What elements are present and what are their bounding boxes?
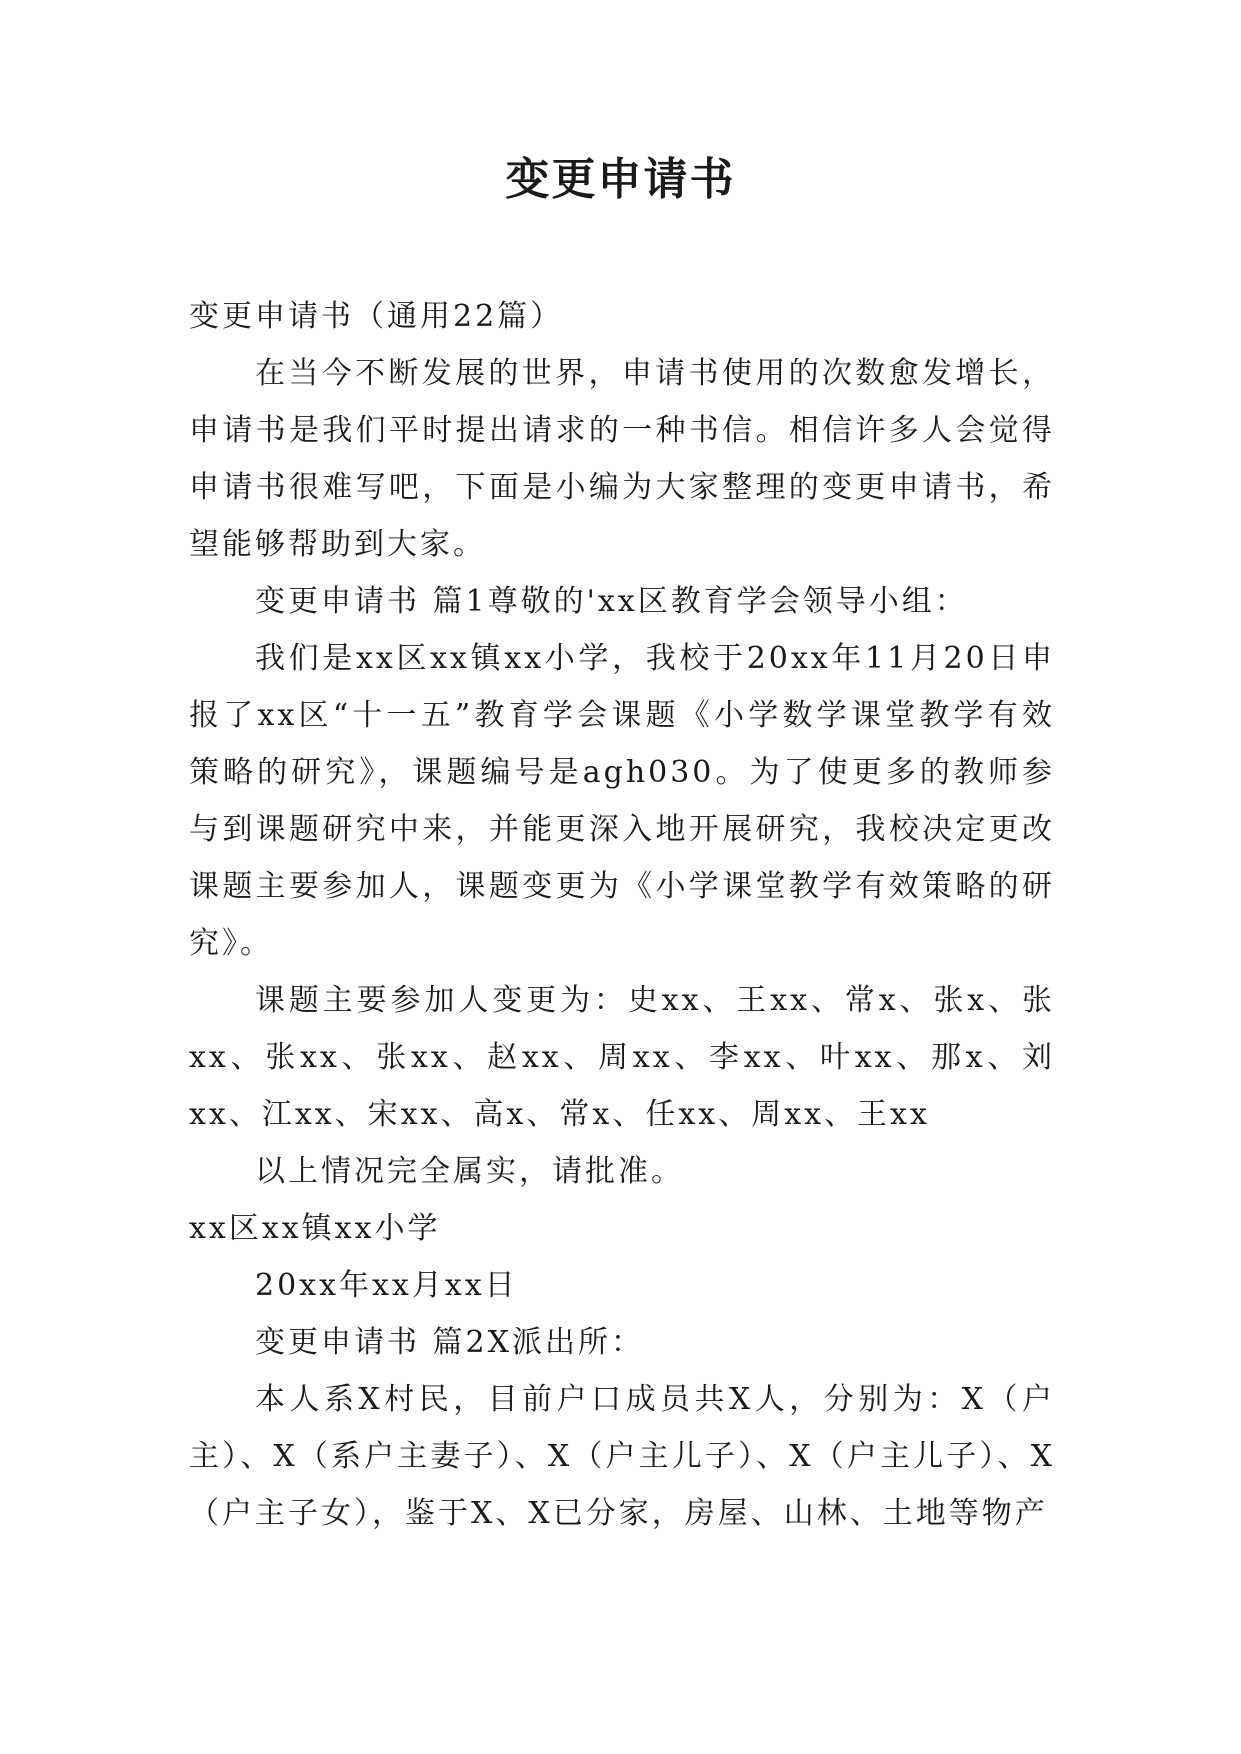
signature-school: xx区xx镇xx小学 xyxy=(189,1211,441,1246)
signature-date: 20xx年xx月xx日 xyxy=(255,1268,518,1303)
section-1-body: 我们是xx区xx镇xx小学，我校于20xx年11月20日申报了xx区“十一五”教育学会课题《小学数学课堂教学有效策略的研究》，课题编号是agh030。为了使更多的教师参与到课题研究中来，并能更深入地开展研究，我校决定更改课题主要参加人，课题变更为《小学课堂教学有效策略的研究》。 xyxy=(189,641,1055,961)
intro-paragraph: 在当今不断发展的世界，申请书使用的次数愈发增长，申请书是我们平时提出请求的一种书信。相信许多人会觉得申请书很难写吧，下面是小编为大家整理的变更申请书，希望能够帮助到大家。 xyxy=(189,356,1055,562)
section-2-body: 本人系X村民，目前户口成员共X人，分别为：X（户主）、X（系户主妻子）、X（户主儿子）、X（户主儿子）、X（户主子女），鉴于X、X已分家，房屋、山林、土地等物产 xyxy=(189,1382,1055,1531)
participants-paragraph: 课题主要参加人变更为：史xx、王xx、常x、张x、张xx、张xx、张xx、赵xx、周xx、李xx、叶xx、那x、刘xx、江xx、宋xx、高x、常x、任xx、周xx、王xx xyxy=(189,983,1055,1132)
document-body xyxy=(189,288,1055,1542)
approval-request: 以上情况完全属实，请批准。 xyxy=(255,1154,684,1189)
section-1-heading: 变更申请书 篇1尊敬的'xx区教育学会领导小组： xyxy=(255,584,968,619)
section-2-heading: 变更申请书 篇2X派出所： xyxy=(255,1325,644,1360)
subtitle-paragraph: 变更申请书（通用22篇） xyxy=(189,299,564,334)
document-title: 变更申请书 xyxy=(505,154,736,205)
